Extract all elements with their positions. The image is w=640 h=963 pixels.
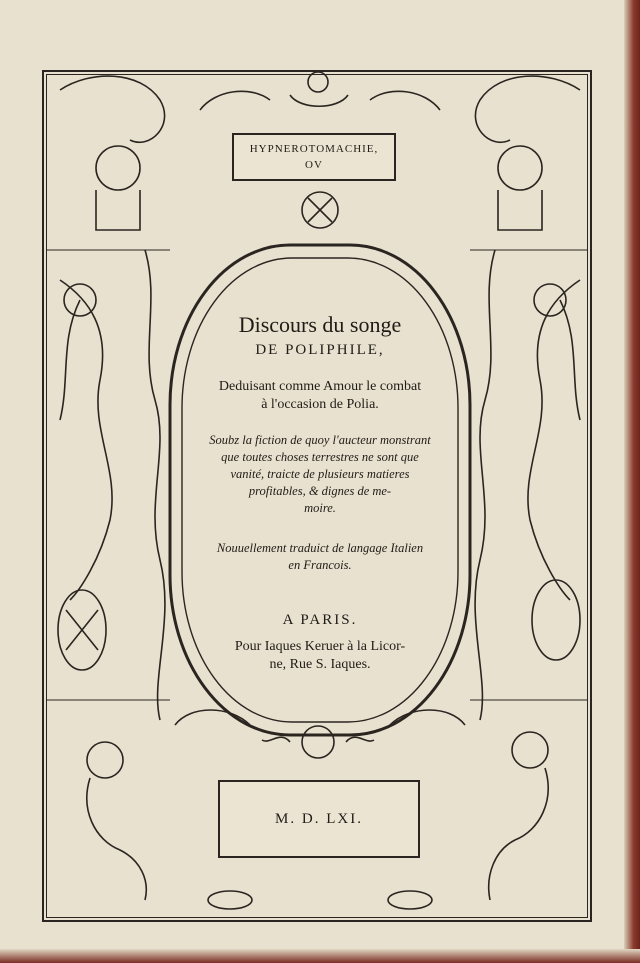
header-title-line1: HYPNEROTOMACHIE,	[249, 143, 379, 155]
translation-note	[190, 540, 450, 574]
description-line3: vanité, traicte de plusieurs matieres	[230, 467, 410, 481]
translation-line2: en Francois.	[288, 558, 352, 572]
description	[190, 432, 450, 517]
main-title-line2: DE POLIPHILE,	[255, 342, 385, 358]
header-title-line2: OV	[305, 159, 323, 171]
description-line1: Soubz la fiction de quoy l'aucteur monstrant	[209, 433, 431, 447]
imprint-printer	[190, 638, 450, 674]
subtitle-line1: Deduisant comme Amour le combat	[218, 379, 422, 394]
description-line5: moire.	[304, 501, 336, 515]
description-line4: profitables, & dignes de me-	[248, 484, 392, 498]
imprint-date: M. D. LXI.	[275, 811, 363, 827]
imprint-place: A PARIS.	[282, 612, 358, 628]
description-line2: que toutes choses terrestres ne sont que	[221, 450, 419, 464]
printer-line1: Pour Iaques Keruer à la Licor-	[234, 639, 406, 654]
header-cartouche	[232, 133, 396, 181]
main-title-line1: Discours du songe	[238, 312, 402, 337]
printer-line2: ne, Rue S. Iaques.	[269, 657, 371, 672]
subtitle-line2: à l'occasion de Polia.	[261, 397, 379, 412]
translation-line1: Nouuellement traduict de langage Italien	[216, 541, 424, 555]
subtitle	[190, 378, 450, 414]
imprint-date-box	[218, 780, 420, 858]
